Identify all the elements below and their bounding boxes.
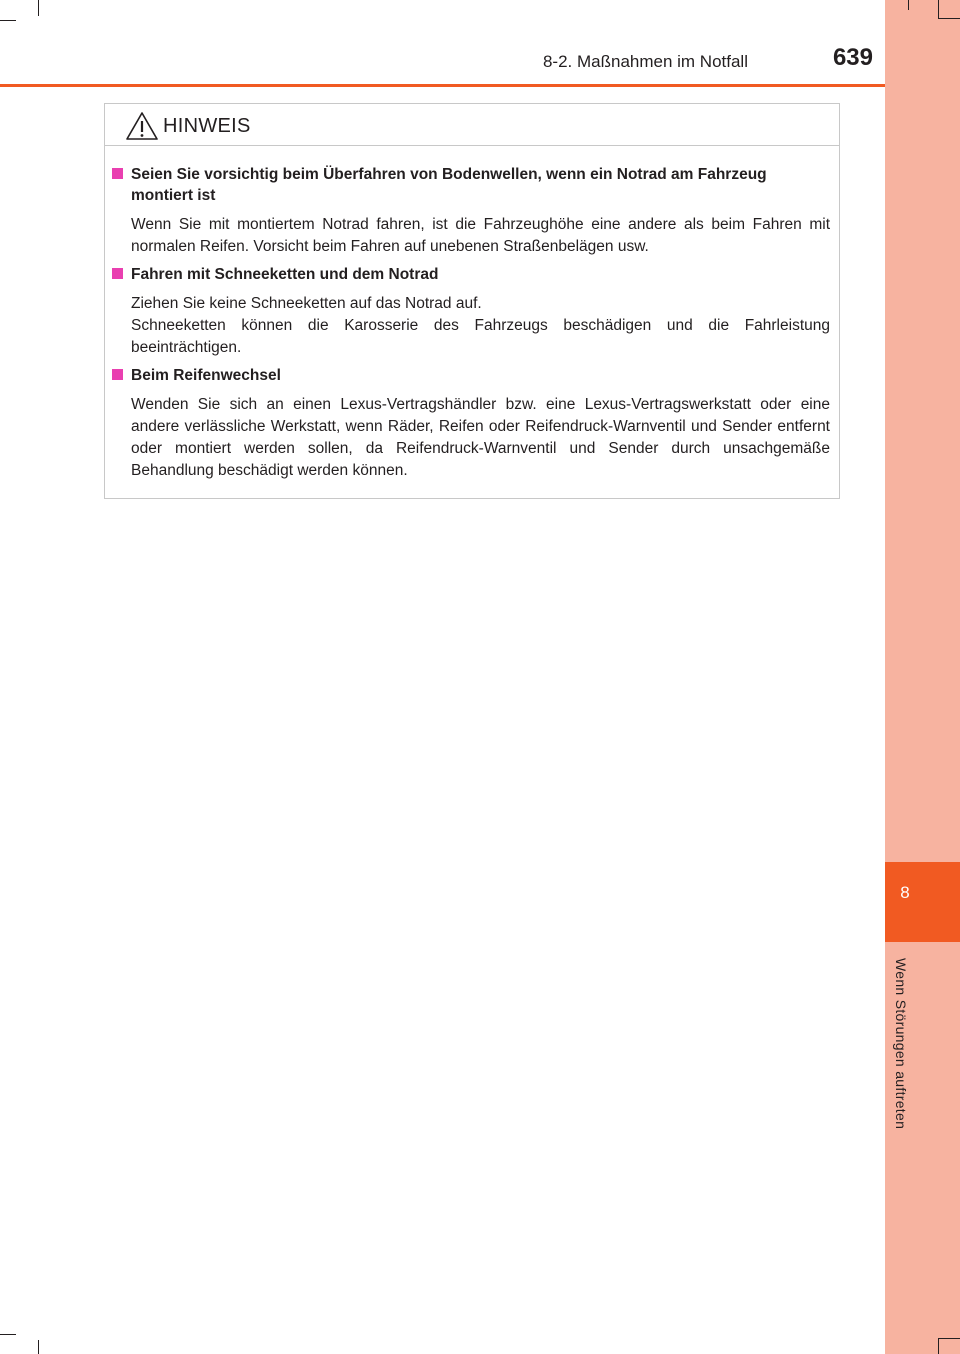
bullet-square-icon [112,268,123,279]
crop-mark [938,0,939,18]
item-body [131,394,830,482]
item-paragraph: Ziehen Sie keine Schneeketten auf das Notrad auf. [131,295,482,312]
header-rule [0,84,885,87]
crop-mark [38,1340,39,1354]
item-paragraph: Wenn Sie mit montiertem Notrad fahren, ist die Fahrzeughöhe eine andere als beim Fahren mit normalen Reifen. Vorsicht beim Fahren auf unebenen Straßenbelägen usw. [131,216,830,255]
page-number: 639 [832,44,873,71]
crop-mark [38,0,39,16]
crop-mark [938,1338,960,1339]
crop-mark [0,1334,16,1335]
section-title: 8-2. Maßnahmen im Notfall [542,52,748,71]
item-body [131,214,830,258]
crop-mark [908,0,909,10]
item-paragraph: Schneeketten können die Karosserie des Fahrzeugs beschädigen und die Fahrleistung beeinträchtigen. [131,317,830,356]
item-body [131,293,830,359]
bullet-square-icon [112,369,123,380]
warning-triangle-icon [125,111,159,141]
notice-title: HINWEIS [163,115,251,137]
notice-header [105,104,839,146]
notice-item [112,264,830,359]
notice-box [104,103,840,499]
chapter-number: 8 [900,883,910,902]
crop-mark [0,20,16,21]
item-paragraph: Wenden Sie sich an einen Lexus-Vertragshändler bzw. eine Lexus-Vertragswerkstatt oder eine andere verlässliche Werkstatt, wenn Räder, Reifen oder Reifendruck-Warnventil und Sender entfernt oder montiert werden sollen, da Reifendruck-Warnventil und Sender durch unsachgemäße Behandlung beschädigt werden können. [131,396,830,479]
item-heading: Beim Reifenwechsel [131,367,281,384]
item-heading: Seien Sie vorsichtig beim Überfahren von Bodenwellen, wenn ein Notrad am Fahrzeug montiert ist [131,166,767,204]
chapter-title: Wenn Störungen auftreten [893,958,909,1130]
chapter-sidebar [885,0,960,1354]
notice-item [112,365,830,482]
item-heading: Fahren mit Schneeketten und dem Notrad [131,266,439,283]
crop-mark [938,1338,939,1354]
notice-item [112,164,830,258]
crop-mark [938,18,960,19]
bullet-square-icon [112,168,123,179]
